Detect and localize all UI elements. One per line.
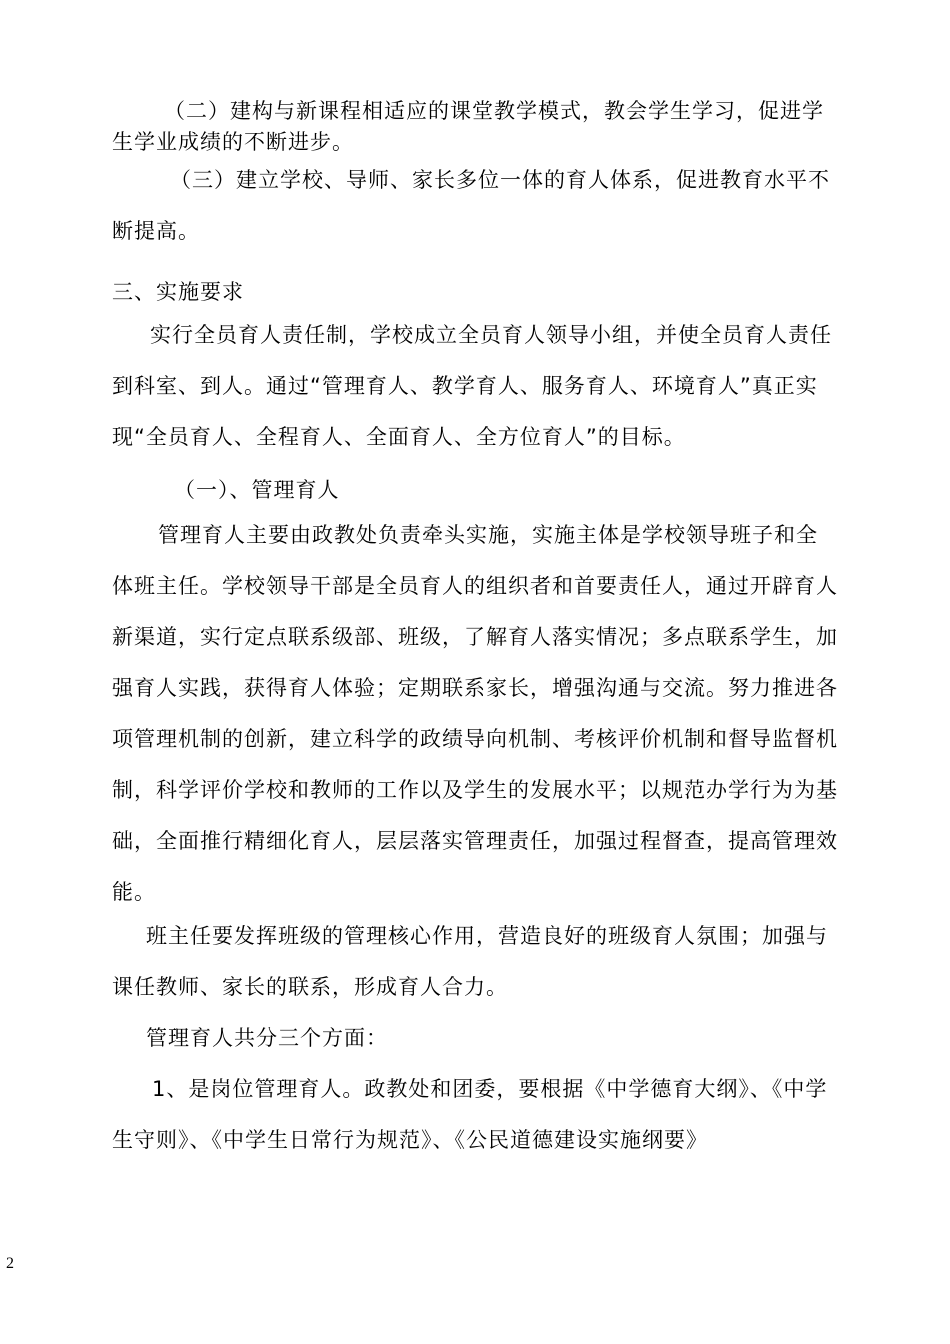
paragraph-three-aspects: 管理育人共分三个方面：: [146, 1026, 388, 1050]
paragraph-goal-three: （三）建立学校、导师、家长多位一体的育人体系，促进教育水平不断提高。: [112, 168, 830, 243]
paragraph-goal-two: （二）建构与新课程相适应的课堂教学模式，教会学生学习，促进学生学业成绩的不断进步。: [112, 99, 824, 154]
paragraph-post-management: 1、是岗位管理育人。政教处和团委，要根据《中学德育大纲》、《中学生守则》、《中学生日常行为规范》、《公民道德建设实施纲要》: [112, 1077, 828, 1152]
subsection-heading-management: （一）、管理育人: [174, 478, 340, 502]
section-heading-implementation: 三、实施要求: [112, 280, 244, 304]
paragraph-management-education: 管理育人主要由政教处负责牵头实施，实施主体是学校领导班子和全体班主任。学校领导干部是全员育人的组织者和首要责任人，通过开辟育人新渠道，实行定点联系级部、班级，了解育人落实情况；多点联系学生，加强育人实践，获得育人体验；定期联系家长，增强沟通与交流。努力推进各项管理机制的创新，建立科学的政绩导向机制、考核评价机制和督导监督机制，科学评价学校和教师的工作以及学生的发展水平；以规范办学行为为基础，全面推行精细化育人，层层落实管理责任，加强过程督查，提高管理效能。: [112, 523, 838, 904]
page-number: 2: [6, 1255, 14, 1272]
paragraph-responsibility-system: 实行全员育人责任制，学校成立全员育人领导小组，并使全员育人责任到科室、到人。通过“管理育人、教学育人、服务育人、环境育人”真正实现“全员育人、全程育人、全面育人、全方位育人”的目标。: [112, 323, 832, 449]
paragraph-class-teacher: 班主任要发挥班级的管理核心作用，营造良好的班级育人氛围；加强与课任教师、家长的联系，形成育人合力。: [112, 924, 828, 999]
